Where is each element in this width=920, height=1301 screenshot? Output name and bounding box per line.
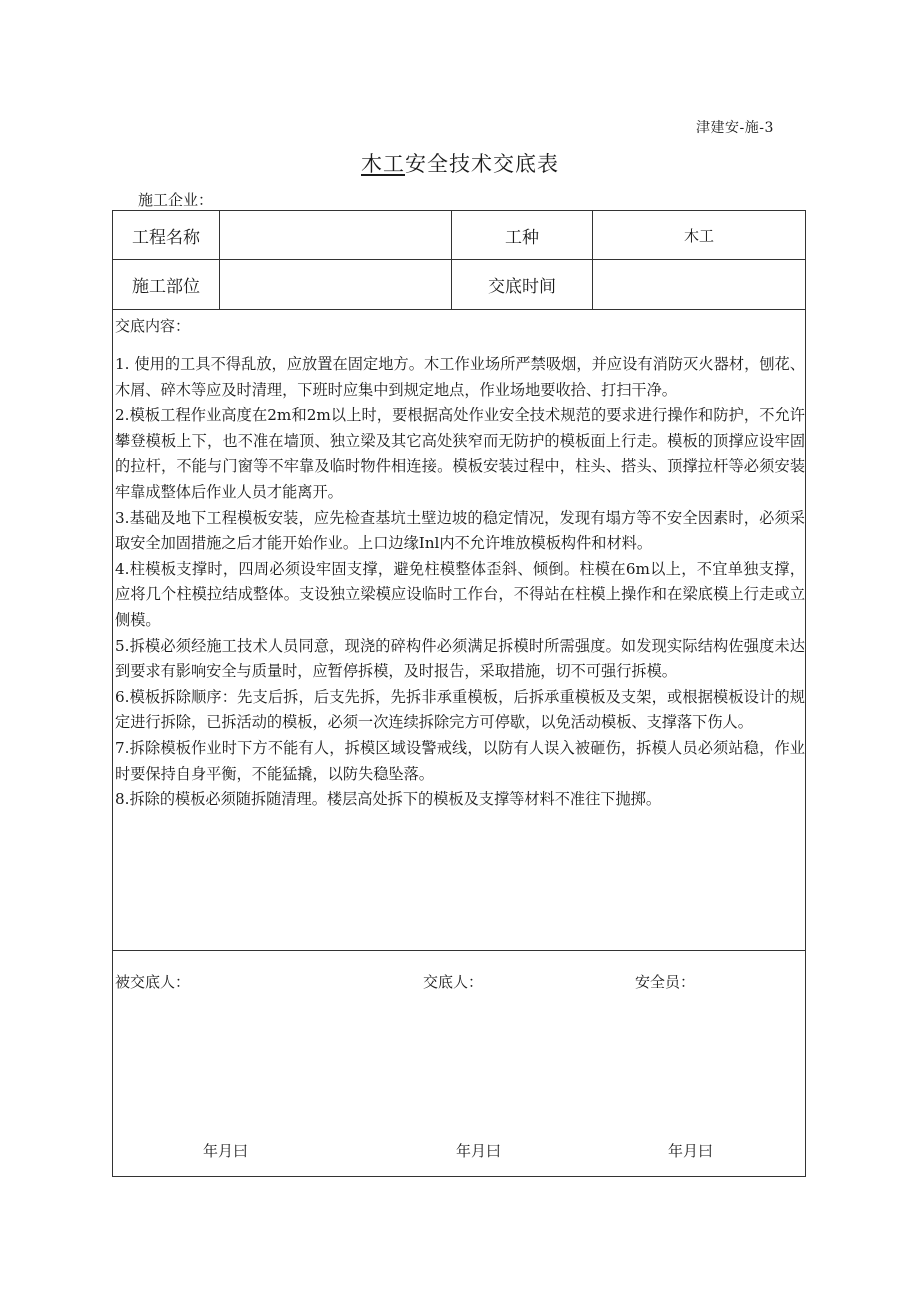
project-name-value	[220, 211, 451, 259]
document-code: 津建安-施-3	[696, 120, 774, 136]
content-body	[115, 352, 805, 813]
briefing-form-table	[112, 210, 806, 1177]
location-label: 施工部位	[132, 277, 200, 297]
content-item: 1. 使用的工具不得乱放，应放置在固定地方。木工作业场所严禁吸烟，并应设有消防灭火器材，刨花、木屑、碎木等应及时清理，下班时应集中到规定地点，作业场地要收拾、打扫干净。	[115, 355, 805, 399]
row-divider	[113, 309, 805, 310]
row-divider	[113, 950, 805, 951]
briefer-date: 年月曰	[456, 1142, 502, 1160]
content-item: 8.拆除的模板必须随拆随清理。楼层高处拆下的模板及支撑等材料不准往下抛掷。	[115, 790, 662, 809]
safety-officer-label: 安全员：	[635, 973, 696, 991]
content-label: 交底内容：	[115, 317, 191, 335]
briefer-label: 交底人：	[423, 973, 484, 991]
title-underlined-part: 木工	[361, 152, 405, 176]
company-label: 施工企业：	[138, 191, 214, 209]
safety-officer-date: 年月曰	[668, 1142, 714, 1160]
content-item: 6.模板拆除顺序：先支后拆，后支先拆，先拆非承重模板，后拆承重模板及支架，或根据模板设计的规定进行拆除，已拆活动的模板，必须一次连续拆除完方可停歇，以免活动模板、支撑落下伤人。	[115, 687, 805, 732]
trade-label: 工种	[505, 227, 539, 248]
briefing-time-value	[593, 260, 805, 309]
content-item: 3.基础及地下工程模板安装，应先检查基坑土壁边坡的稳定情况，发现有塌方等不安全因素时，必须采取安全加固措施之后才能开始作业。上口边缘Inl内不允许堆放模板构件和材料。	[115, 508, 805, 553]
recipient-date: 年月曰	[203, 1142, 249, 1160]
content-item: 4.柱模板支撑时，四周必须设牢固支撑，避免柱模整体歪斜、倾倒。柱模在6m以上，不宜单独支撑，应将几个柱模拉结成整体。支设独立梁模应设临时工作台，不得站在柱模上操作和在梁底模上行走或立侧模。	[115, 559, 805, 629]
title-rest: 安全技术交底表	[405, 152, 559, 176]
briefing-time-label: 交底时间	[488, 277, 556, 297]
project-name-label: 工程名称	[132, 227, 200, 248]
content-item: 5.拆模必须经施工技术人员同意，现浇的碎构件必须满足拆模时所需强度。如发现实际结构佐强度未达到要求有影响安全与质量时，应暂停拆模，及时报告，采取措施，切不可强行拆模。	[115, 636, 805, 681]
recipient-label: 被交底人：	[115, 973, 191, 991]
page-title	[0, 148, 920, 178]
content-item: 7.拆除模板作业时下方不能有人，拆模区域设警戒线，以防有人误入被砸伤，拆模人员必须站稳，作业时要保持自身平衡，不能猛撬，以防失稳坠落。	[115, 738, 805, 783]
location-value	[220, 260, 451, 309]
content-item: 2.模板工程作业高度在2m和2m以上时，要根据高处作业安全技术规范的要求进行操作和防护，不允许攀登模板上下，也不准在墙顶、独立梁及其它高处狭窄而无防护的模板面上行走。模板的顶撑应设牢固的拉杆，不能与门窗等不牢靠及临时物件相连接。模板安装过程中，柱头、搭头、顶撑拉杆等必须安装牢靠成整体后作业人员才能离开。	[115, 406, 805, 501]
trade-value: 木工	[683, 226, 714, 245]
